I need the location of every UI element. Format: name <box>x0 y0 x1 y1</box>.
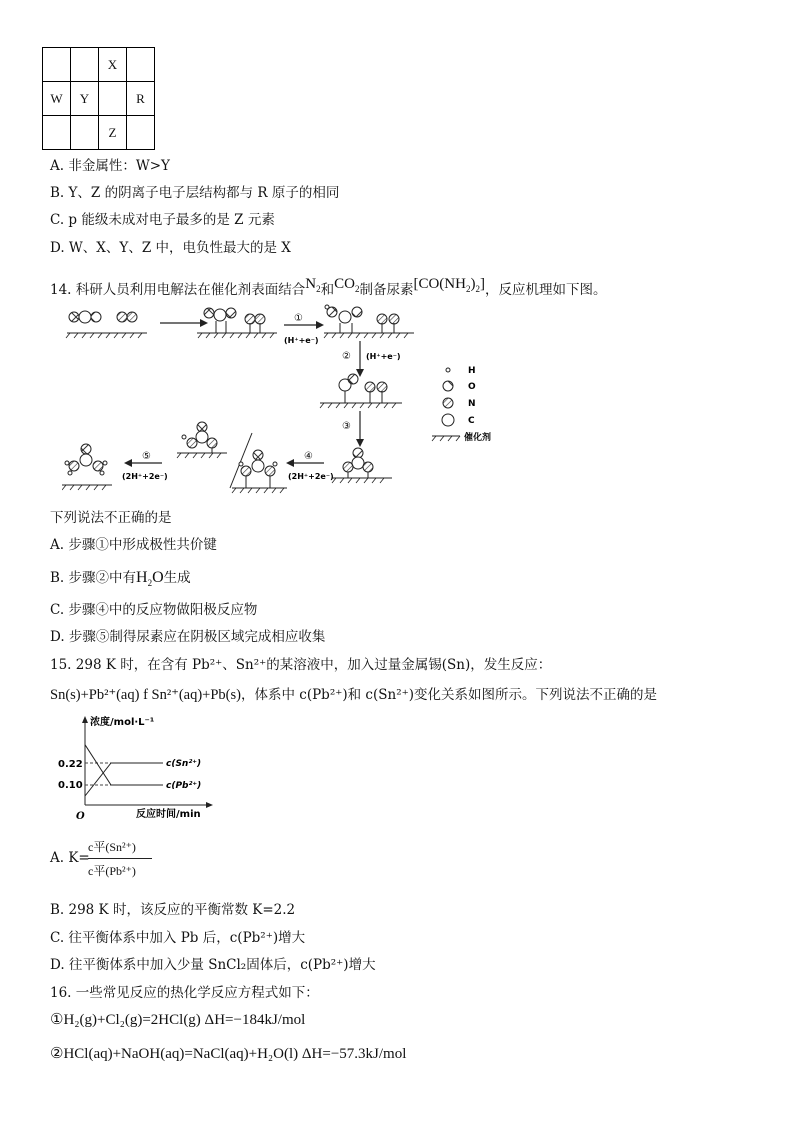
q14-option-c: C. 步骤④中的反应物做阳极反应物 <box>50 602 258 618</box>
q15-stem-1: 15. 298 K 时，在含有 Pb²⁺、Sn²⁺的某溶液中，加入过量金属锡(Sn)，发生反应： <box>50 657 552 673</box>
grid-cell <box>127 116 155 150</box>
grid-cell <box>43 48 71 82</box>
stage-urea-product <box>62 444 112 490</box>
urea-formula <box>413 276 485 292</box>
q15-fraction-denominator: c平(Pb²⁺) <box>88 864 136 878</box>
stage-after-step-2 <box>320 374 402 408</box>
series-pb-line <box>85 745 163 785</box>
grid-row <box>43 116 155 150</box>
q14-stem-and: 和 <box>320 282 335 298</box>
urea-part: [CO(NH <box>413 276 466 292</box>
q15-stem-2: ，体系中 c(Pb²⁺)和 c(Sn²⁺)变化关系如图所示。下列说法不正确的是 <box>240 687 657 703</box>
stage-initial <box>66 311 147 338</box>
y-axis-label: 浓度/mol·L⁻¹ <box>90 717 155 728</box>
legend-h-label: H <box>468 366 476 376</box>
q15-stem-2-line <box>50 683 657 704</box>
grid-cell: W <box>43 82 71 116</box>
co2-formula <box>334 276 359 292</box>
grid-cell: Y <box>71 82 99 116</box>
stage-adsorbed <box>197 308 277 338</box>
legend-catalyst-label: 催化剂 <box>464 433 492 443</box>
q14-stem-mid: 制备尿素 <box>359 282 414 298</box>
step-1-label: ① <box>294 313 303 324</box>
n2-symbol: N <box>305 276 317 292</box>
q14-option-b <box>50 566 191 588</box>
legend-o-label: O <box>468 382 476 392</box>
series-sn-line <box>85 763 163 796</box>
stage-after-step-4 <box>177 422 287 493</box>
legend-n-label: N <box>468 399 476 409</box>
grid-cell <box>127 48 155 82</box>
q13-option-d: D. W、X、Y、Z 中，电负性最大的是 X <box>50 240 291 256</box>
q16-equation-1: ①H₂(g)+Cl₂(g)=2HCl(g) ΔH=−184kJ/mol <box>50 1012 306 1028</box>
q15-option-a-prefix: A. K= <box>50 850 90 866</box>
grid-cell <box>43 116 71 150</box>
legend-c-label: C <box>468 416 475 426</box>
q13-option-c: C. p 能级未成对电子最多的是 Z 元素 <box>50 212 275 228</box>
fraction-bar <box>88 858 152 859</box>
h2o-o: O <box>152 569 164 586</box>
legend-h-symbol <box>446 368 450 372</box>
grid-row <box>43 48 155 82</box>
urea-subscript: 2 <box>465 284 471 294</box>
q13-option-a: A. 非金属性：W>Y <box>50 158 170 174</box>
q14-stem-pre: 14. 科研人员利用电解法在催化剂表面结合 <box>50 282 306 298</box>
q14-stem-post: ，反应机理如下图。 <box>484 282 607 298</box>
step-5-label: ⑤ <box>142 451 151 462</box>
co2-symbol: CO <box>334 276 355 292</box>
x-axis-label: 反应时间/min <box>136 809 201 820</box>
q15-option-c: C. 往平衡体系中加入 Pb 后，c(Pb²⁺)增大 <box>50 930 306 946</box>
legend-c-symbol <box>442 414 454 426</box>
step-2-reagent: (H⁺+e⁻) <box>366 352 401 361</box>
series-pb-label: c(Pb²⁺) <box>166 781 202 791</box>
q15-option-b: B. 298 K 时，该反应的平衡常数 K=2.2 <box>50 902 296 918</box>
grid-cell: Z <box>99 116 127 150</box>
step-2-label: ② <box>342 351 351 362</box>
step-5-reagent: (2H⁺+2e⁻) <box>122 472 168 481</box>
n2-subscript: 2 <box>316 284 321 294</box>
q16-equation-2: ②HCl(aq)+NaOH(aq)=NaCl(aq)+H₂O(l) ΔH=−57.3kJ/mol <box>50 1046 407 1062</box>
y-axis-arrow <box>82 716 88 723</box>
q15-option-d: D. 往平衡体系中加入少量 SnCl₂固体后，c(Pb²⁺)增大 <box>50 957 376 973</box>
step-1-reagent: (H⁺+e⁻) <box>284 336 319 345</box>
q14-b-pre: B. 步骤②中有 <box>50 570 137 586</box>
q14-b-post: 生成 <box>163 570 191 586</box>
co2-subscript: 2 <box>354 284 360 294</box>
legend-n-symbol <box>443 398 453 408</box>
legend <box>432 366 491 443</box>
periodic-table-fragment <box>42 47 155 150</box>
urea-subscript-2: 2 <box>475 284 480 294</box>
grid-cell <box>71 48 99 82</box>
mechanism-diagram <box>62 303 522 498</box>
q15-equation: Sn(s)+Pb²⁺(aq) f Sn²⁺(aq)+Pb(s) <box>50 687 241 703</box>
step-3-label: ③ <box>342 421 351 432</box>
q15-fraction-numerator: c平(Sn²⁺) <box>88 840 136 854</box>
grid-cell: X <box>99 48 127 82</box>
grid-cell: R <box>127 82 155 116</box>
series-sn-label: c(Sn²⁺) <box>166 759 202 769</box>
urea-paren: ) <box>470 276 476 292</box>
h2o-h: H <box>136 569 148 586</box>
step-4-reagent: (2H⁺+2e⁻) <box>288 472 334 481</box>
urea-bracket: ] <box>479 276 485 292</box>
stage-after-step-1 <box>324 305 414 338</box>
q14-option-d: D. 步骤⑤制得尿素应在阴极区域完成相应收集 <box>50 629 326 645</box>
n2-formula <box>305 276 320 292</box>
concentration-chart <box>58 713 228 823</box>
grid-row <box>43 82 155 116</box>
stage-after-step-3 <box>332 448 392 483</box>
grid-cell <box>99 82 127 116</box>
step-4-label: ④ <box>304 451 313 462</box>
y-tick-010: 0.10 <box>58 780 83 791</box>
q14-option-a: A. 步骤①中形成极性共价键 <box>50 537 217 553</box>
grid-cell <box>71 116 99 150</box>
origin-label: O <box>76 811 85 822</box>
h2o-formula <box>136 569 164 589</box>
q13-option-b: B. Y、Z 的阴离子电子层结构都与 R 原子的相同 <box>50 185 340 201</box>
x-axis-arrow <box>206 802 213 808</box>
q16-stem: 16. 一些常见反应的热化学反应方程式如下： <box>50 985 319 1001</box>
h2o-sub: 2 <box>147 578 153 589</box>
q14-prompt: 下列说法不正确的是 <box>50 510 172 526</box>
q14-stem <box>50 278 606 300</box>
y-tick-022: 0.22 <box>58 759 83 770</box>
legend-o-symbol <box>443 381 453 391</box>
